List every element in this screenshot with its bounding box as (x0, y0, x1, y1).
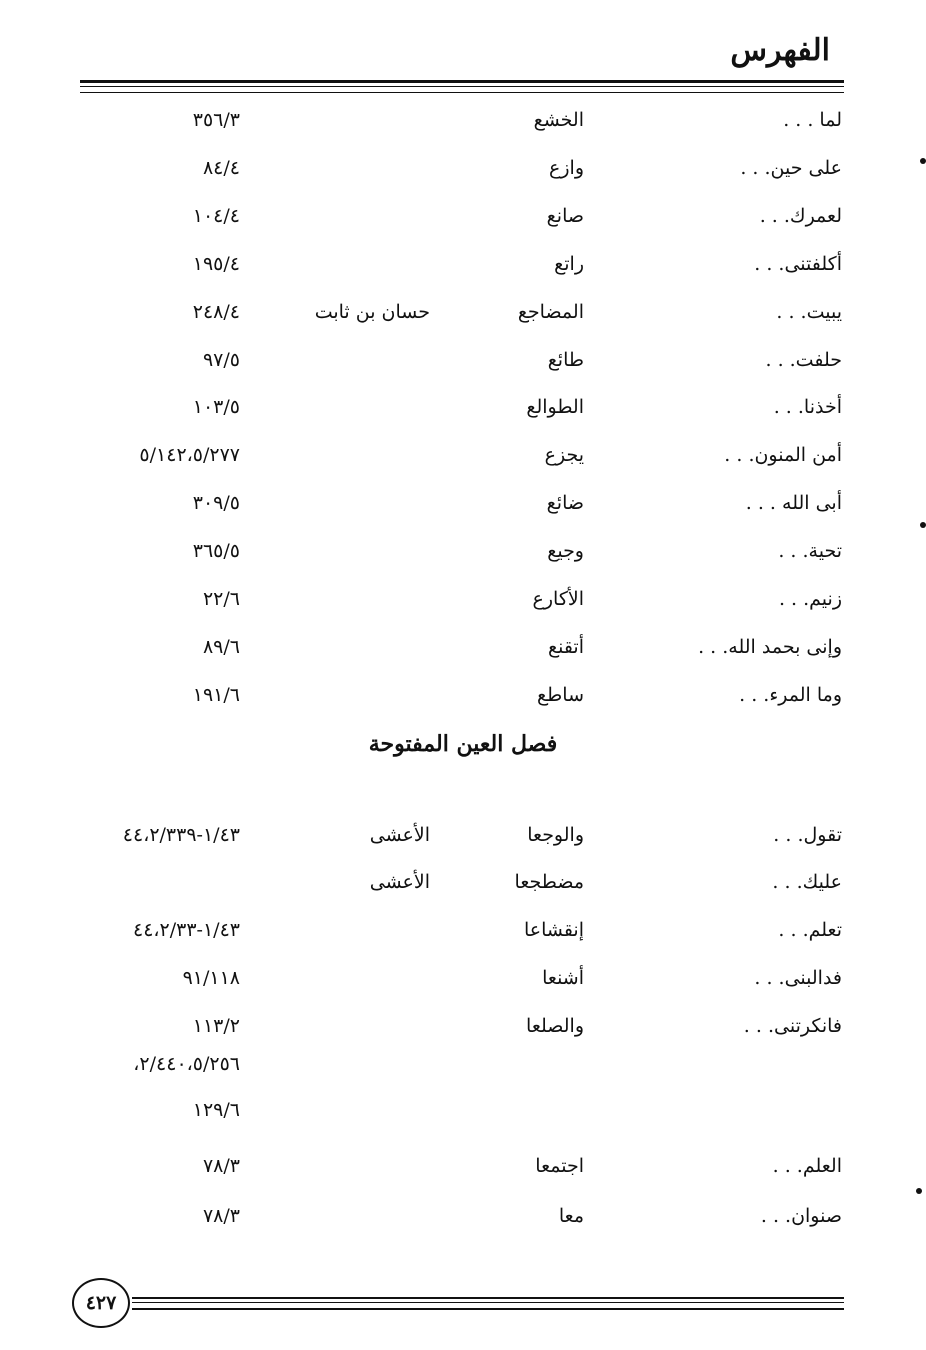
index-row (0, 387, 926, 427)
margin-dot (916, 1188, 922, 1194)
first-line-cell: أبى الله . . . (745, 492, 842, 515)
first-line-cell: تحية. . . (778, 540, 842, 563)
rhyme-cell: طائع (547, 348, 584, 371)
first-line-cell: تقول. . . (773, 824, 842, 846)
rhyme-cell: وجيع (547, 540, 584, 563)
first-line-cell: يبيت. . . (776, 300, 842, 323)
poet-cell: حسان بن ثابت (314, 300, 430, 323)
reference-cell: ١/٤٣-٤٤،٢/٣٣ (132, 919, 240, 941)
footer-double-rule (132, 1297, 844, 1310)
first-line-cell: حلفت. . . (765, 348, 842, 371)
first-line-cell: تعلم. . . (778, 919, 842, 941)
page-number-circle (72, 1278, 130, 1328)
first-line-cell: على حين. . . (740, 156, 842, 179)
first-line-cell: أخذنا. . . (773, 396, 842, 419)
page-number: ٤٢٧ (85, 1292, 117, 1314)
reference-cell: ٩١/١١٨ (182, 967, 240, 989)
index-row (0, 815, 926, 855)
page-header-title: الفهرس (730, 33, 830, 68)
index-row (0, 579, 926, 619)
first-line-cell: وإنى بحمد الله. . . (698, 635, 842, 658)
first-line-cell: وما المرء. . . (739, 683, 842, 706)
margin-dot (920, 522, 926, 528)
rhyme-cell: يجزع (544, 444, 584, 467)
first-line-cell: فدالبنى. . . (754, 967, 842, 989)
first-line-cell: عليك. . . (772, 871, 842, 893)
index-row (0, 100, 926, 140)
index-row (0, 1044, 926, 1084)
reference-cell: ٨٤/٤ (202, 156, 240, 179)
reference-cell: ٧٨/٣ (202, 1155, 240, 1177)
rhyme-cell: الأكارع (532, 588, 584, 610)
index-row (0, 435, 926, 475)
index-row (0, 958, 926, 998)
reference-cell: ٣٦٥/٥ (192, 540, 240, 563)
reference-cell: ٨٩/٦ (202, 635, 240, 658)
reference-cell: ٢٢/٦ (202, 588, 240, 610)
first-line-cell: لما . . . (783, 109, 842, 131)
reference-cell: ١٠٣/٥ (192, 396, 240, 419)
reference-cell: ١٩١/٦ (192, 683, 240, 706)
index-row (0, 1006, 926, 1046)
reference-cell: ٢/٤٤٠،٥/٢٥٦، (133, 1053, 240, 1075)
index-row (0, 531, 926, 571)
first-line-cell: صنوان. . . (760, 1205, 842, 1227)
index-row (0, 1090, 926, 1130)
index-row (0, 910, 926, 950)
index-row (0, 483, 926, 523)
reference-cell: ١/٤٣-٤٤،٢/٣٣٩ (122, 824, 240, 846)
index-row (0, 340, 926, 380)
index-row (0, 292, 926, 332)
rhyme-cell: معا (558, 1205, 584, 1227)
rhyme-cell: ضائع (546, 492, 584, 515)
rhyme-cell: والصلعا (526, 1015, 584, 1037)
reference-cell: ٣٠٩/٥ (192, 492, 240, 515)
footer-rule-inner-line (132, 1302, 844, 1303)
rhyme-cell: والوجعا (527, 824, 584, 846)
reference-cell: ١٩٥/٤ (192, 252, 240, 275)
reference-cell: ١١٣/٢ (192, 1015, 240, 1037)
index-row (0, 148, 926, 188)
rhyme-cell: صانع (546, 204, 584, 227)
margin-dot (920, 158, 926, 164)
rhyme-cell: وازع (549, 156, 584, 179)
index-row (0, 196, 926, 236)
rhyme-cell: إنقشاعا (523, 919, 584, 941)
index-row (0, 1196, 926, 1236)
rhyme-cell: مضطجعا (514, 871, 584, 893)
rhyme-cell: راتع (554, 252, 584, 275)
poet-cell: الأعشى (369, 871, 430, 893)
index-row (0, 1146, 926, 1186)
index-row (0, 627, 926, 667)
first-line-cell: أكلفتنى. . . (754, 252, 842, 275)
index-row (0, 244, 926, 284)
reference-cell: ٥/١٤٢،٥/٢٧٧ (139, 444, 240, 467)
rhyme-cell: الخشع (533, 109, 584, 131)
reference-cell: ٣٥٦/٣ (192, 109, 240, 131)
header-double-rule (80, 80, 844, 93)
reference-cell: ١٢٩/٦ (192, 1099, 240, 1121)
rhyme-cell: أشنعا (542, 967, 584, 989)
rhyme-cell: الطوالع (526, 396, 584, 419)
index-row (0, 675, 926, 715)
rhyme-cell: المضاجع (517, 300, 584, 323)
header-rule-inner-line (80, 86, 844, 87)
poet-cell: الأعشى (369, 824, 430, 846)
index-row (0, 862, 926, 902)
rhyme-cell: اجتمعا (535, 1155, 584, 1177)
rhyme-cell: أتقنع (547, 635, 584, 658)
reference-cell: ١٠٤/٤ (192, 204, 240, 227)
first-line-cell: لعمرك. . . (759, 204, 842, 227)
first-line-cell: أمن المنون. . . (724, 444, 842, 467)
reference-cell: ٩٧/٥ (202, 348, 240, 371)
section-title: فصل العين المفتوحة (368, 731, 558, 757)
first-line-cell: العلم. . . (772, 1155, 842, 1177)
rhyme-cell: ساطع (537, 683, 584, 706)
first-line-cell: زنيم. . . (778, 588, 842, 610)
reference-cell: ٧٨/٣ (202, 1205, 240, 1227)
first-line-cell: فانكرتنى. . . (743, 1015, 842, 1037)
reference-cell: ٢٤٨/٤ (192, 300, 240, 323)
